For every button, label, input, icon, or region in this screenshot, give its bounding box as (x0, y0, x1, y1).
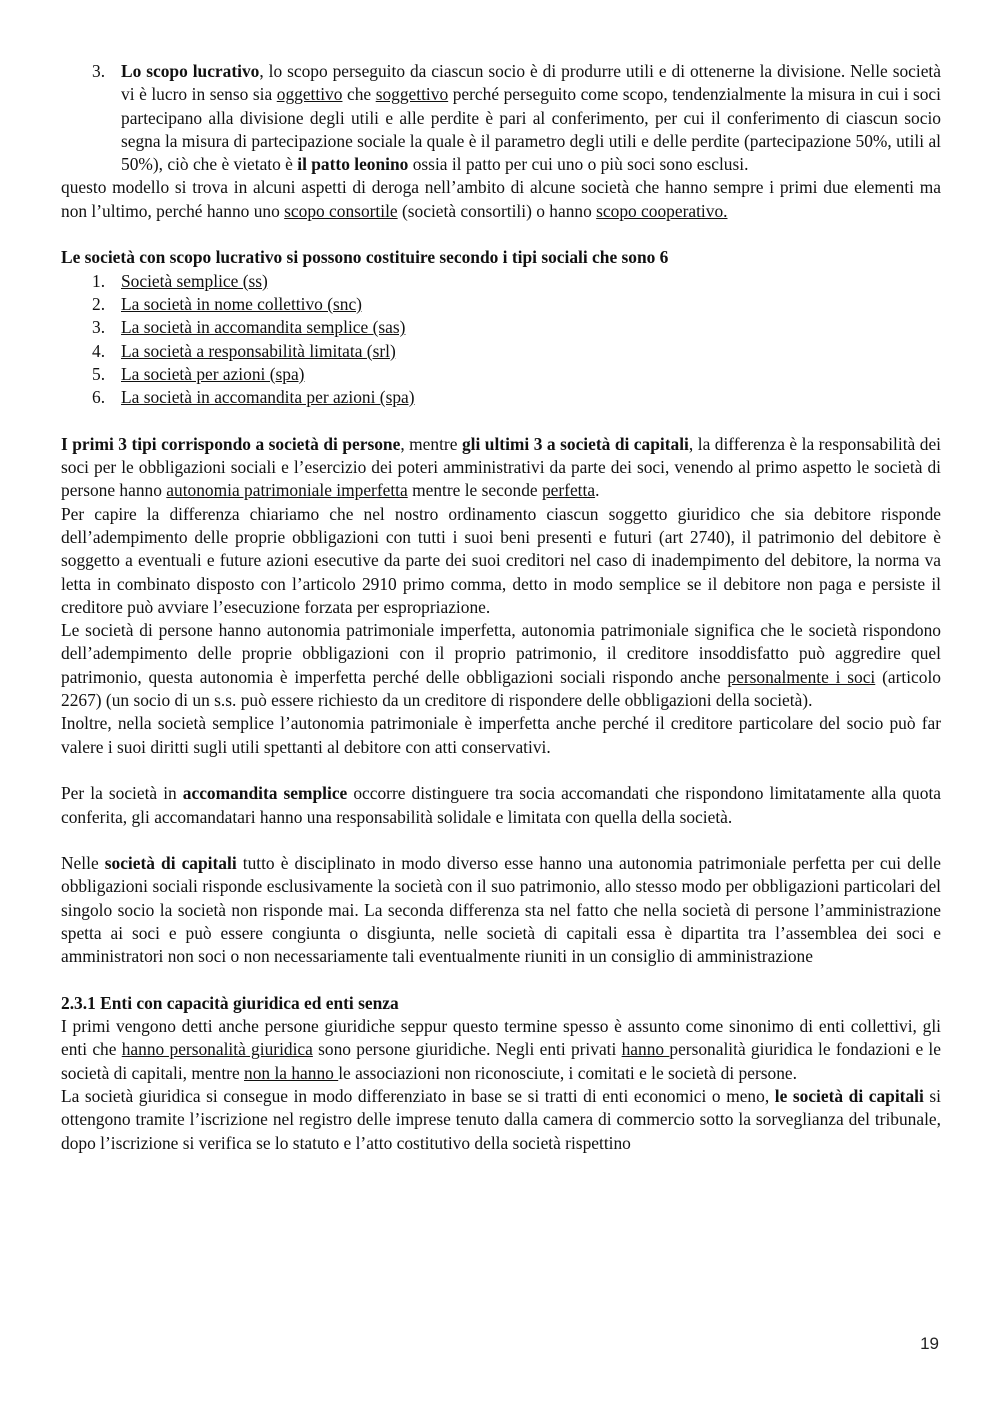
underlined-term: scopo cooperativo. (596, 200, 728, 221)
underlined-term: perfetta (541, 480, 596, 501)
paragraph: I primi 3 tipi corrispondo a società di persone, mentre gli ultimi 3 a società di capitali, la differenza è la responsabilità dei soci per le obbligazioni sociali e l’esercizio dei poteri amministrativi da parte dei soci, venendo al primo aspetto le società di persone hanno autonomia patrimoniale imperfetta mentre le seconde perfetta. (61, 433, 942, 501)
paragraph: questo modello si trova in alcuni aspetti di deroga nell’ambito di alcune società che hanno sempre i primi due elementi ma non l’ultimo, perché hanno uno scopo consortile (società consortili) o hanno scopo cooperativo. (61, 177, 941, 221)
paragraph: Nelle società di capitali tutto è disciplinato in modo diverso esse hanno una autonomia patrimoniale perfetta per cui delle obbligazioni sociali risponde esclusivamente la società con il suo patrimonio, allo stesso modo per obbligazioni particolari del singolo socio la società non risponde mai. La seconda differenza sta nel fatto che nella società di persone l’amministrazione spetta ai soci e può essere congiunta o disgiunta, nelle società di capitali essa è dipartita tra l’assemblea dei soci e amministratori non soci o non necessariamente tali eventualmente riuniti in un consiglio di amministrazione (61, 853, 941, 967)
paragraph: Le società di persone hanno autonomia patrimoniale imperfetta, autonomia patrimoniale significa che le società rispondono dell’adempimento delle proprie obbligazioni con il proprio patrimonio, il creditore insoddisfatto può aggredire quel patrimonio, questa autonomia è imperfetta perché delle obbligazioni sociali rispondo anche personalmente i soci (articolo 2267) (un socio di un s.s. può essere richiesto da un creditore di rispondere delle obbligazioni della società). (61, 620, 941, 711)
paragraph: Per capire la differenza chiariamo che nel nostro ordinamento ciascun soggetto giuridico che sia debitore risponde dell’adempimento delle proprie obbligazioni con tutti i suoi beni presenti e futuri (art 2740), il patrimonio del debitore è soggetto a eventuali e future azioni esecutive da parte dei suoi creditori nel caso di inadempimento del debitore, la norma va letta in combinato disposto con l’articolo 2910 primo comma, detto in modo semplice se il debitore non paga e persiste il creditore può avviare l’esecuzione forzata per espropriazione. (61, 503, 941, 617)
types-list (61, 270, 941, 410)
paragraph: I primi vengono detti anche persone giuridiche seppur questo termine spesso è assunto come sinonimo di enti collettivi, gli enti che hanno personalità giuridica sono persone giuridiche. Negli enti privati hanno personalità giuridica le fondazioni e le società di capitali, mentre non la hanno le associazioni non riconosciute, i comitati e le società di persone. (61, 1016, 941, 1083)
list-item: 5. La società per azioni (spa) (92, 363, 305, 384)
list-item: 6. La società in accomandita per azioni (spa) (92, 387, 415, 408)
bold-term: il patto leonino (297, 154, 409, 175)
paragraph: Per la società in accomandita semplice occorre distinguere tra socia accomandati che rispondono limitatamente alla quota conferita, gli accomandatari hanno una responsabilità solidale e limitata con quella della società. (61, 783, 941, 827)
list-number: 3. (92, 61, 106, 81)
underlined-term: oggettivo (276, 84, 343, 105)
list-item: 4. La società a responsabilità limitata (srl) (92, 340, 396, 361)
types-heading: Le società con scopo lucrativo si possono costituire secondo i tipi sociali che sono 6 (61, 247, 669, 268)
underlined-term: personalmente i soci (727, 666, 876, 687)
list-item: 3. La società in accomandita semplice (sas) (92, 317, 406, 338)
paragraph: Lo scopo lucrativo, lo scopo perseguito da ciascun socio è di produrre utili e di ottenerne la divisione. Nelle società vi è lucro in senso sia oggettivo che soggettivo perché perseguito come scopo, tendenzialmente la misura in cui i soci partecipano alla divisione degli utili e alle perdite è pari al conferimento, per cui il conferimento di ciascun socio segna la misura di partecipazione sociale la quale è il parametro degli utili e delle perdite (partecipazione 50%, utili al 50%), ciò che è vietato è il patto leonino ossia il patto per cui uno o più soci sono esclusi. (121, 61, 941, 175)
document-page (61, 60, 941, 1155)
list-item-scopo-lucrativo (61, 60, 941, 176)
underlined-term: hanno (621, 1039, 670, 1060)
section-heading: 2.3.1 Enti con capacità giuridica ed enti senza (61, 992, 399, 1013)
list-item: 2. La società in nome collettivo (snc) (92, 293, 362, 314)
underlined-term: scopo consortile (284, 200, 398, 221)
underlined-term: hanno personalità giuridica (121, 1039, 313, 1060)
page-number: 19 (920, 1334, 939, 1353)
underlined-term: non la hanno (244, 1062, 339, 1083)
paragraph: Inoltre, nella società semplice l’autonomia patrimoniale è imperfetta anche perché il creditore particolare del socio può far valere i suoi diritti sugli utili spettanti al debitore con atti conservativi. (61, 713, 941, 757)
bold-term: Lo scopo lucrativo (121, 61, 260, 81)
paragraph: La società giuridica si consegue in modo differenziato in base se si tratti di enti economici o meno, le società di capitali si ottengono tramite l’iscrizione nel registro delle imprese tenuto dalla camera di commercio sotto la sorveglianza del tribunale, dopo l’iscrizione si verifica se lo statuto e l’atto costitutivo della società rispettino (61, 1086, 941, 1153)
list-item: 1. Società semplice (ss) (92, 270, 268, 291)
underlined-term: autonomia patrimoniale imperfetta (166, 480, 408, 501)
underlined-term: soggettivo (375, 84, 449, 105)
